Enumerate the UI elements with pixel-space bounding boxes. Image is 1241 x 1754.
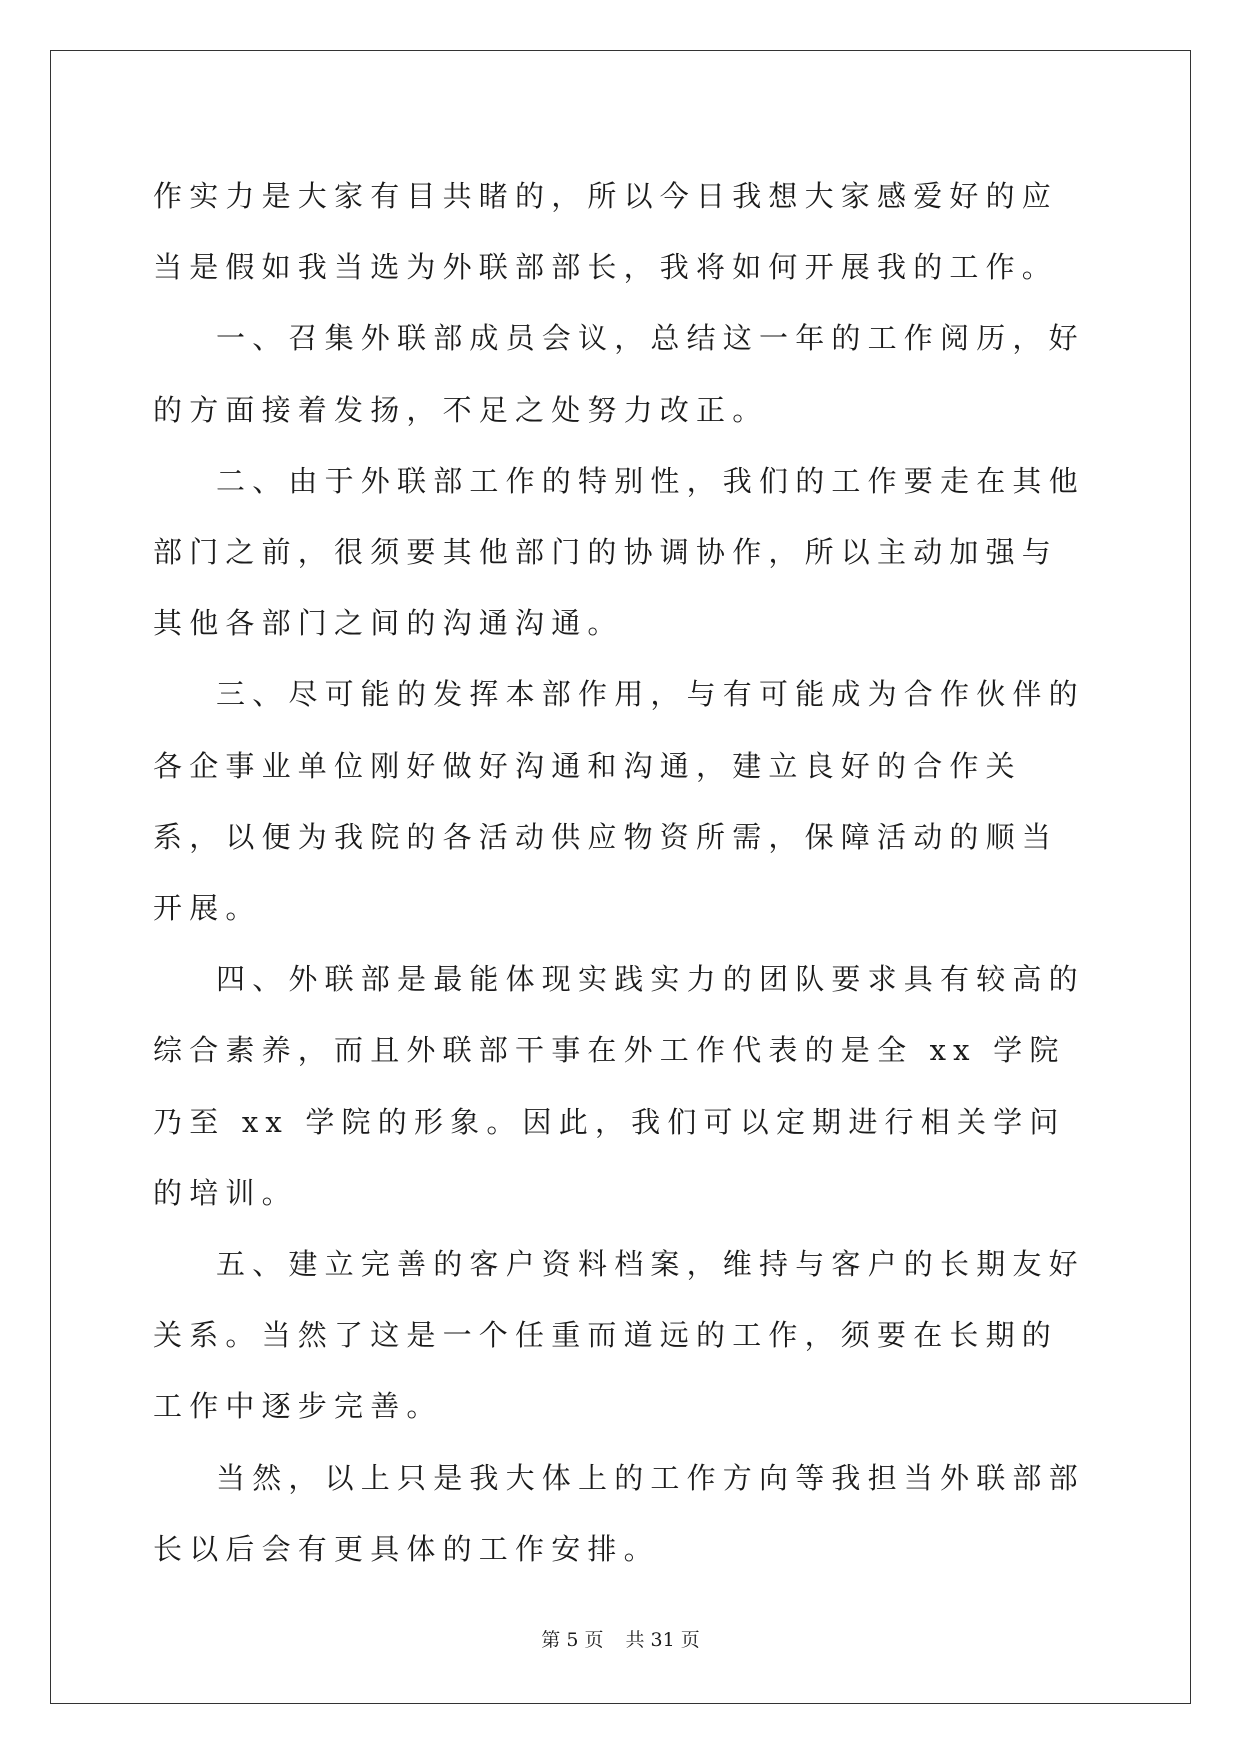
paragraph: 四、外联部是最能体现实践实力的团队要求具有较高的综合素养，而且外联部干事在外工作代表的是全 xx 学院乃至 xx 学院的形象。因此，我们可以定期进行相关学问的培训。 xyxy=(153,962,1085,1210)
paragraph: 作实力是大家有目共睹的，所以今日我想大家感爱好的应当是假如我当选为外联部部长，我将如何开展我的工作。 xyxy=(153,179,1059,285)
page-number: 第 5 页 xyxy=(541,1629,604,1651)
paragraph: 五、建立完善的客户资料档案，维持与客户的长期友好关系。当然了这是一个任重而道远的工作，须要在长期的工作中逐步完善。 xyxy=(153,1247,1085,1424)
page-footer xyxy=(0,1628,1241,1652)
paragraph: 二、由于外联部工作的特别性，我们的工作要走在其他部门之前，很须要其他部门的协调协作，所以主动加强与其他各部门之间的沟通沟通。 xyxy=(153,463,1085,641)
paragraph: 三、尽可能的发挥本部作用，与有可能成为合作伙伴的各企事业单位刚好做好沟通和沟通，建立良好的合作关系，以便为我院的各活动供应物资所需，保障活动的顺当开展。 xyxy=(153,677,1085,926)
paragraph: 当然，以上只是我大体上的工作方向等我担当外联部部长以后会有更具体的工作安排。 xyxy=(153,1460,1085,1566)
paragraph: 一、召集外联部成员会议，总结这一年的工作阅历，好的方面接着发扬，不足之处努力改正。 xyxy=(153,321,1085,427)
document-body xyxy=(153,161,1091,1585)
page-total: 共 31 页 xyxy=(625,1629,700,1651)
